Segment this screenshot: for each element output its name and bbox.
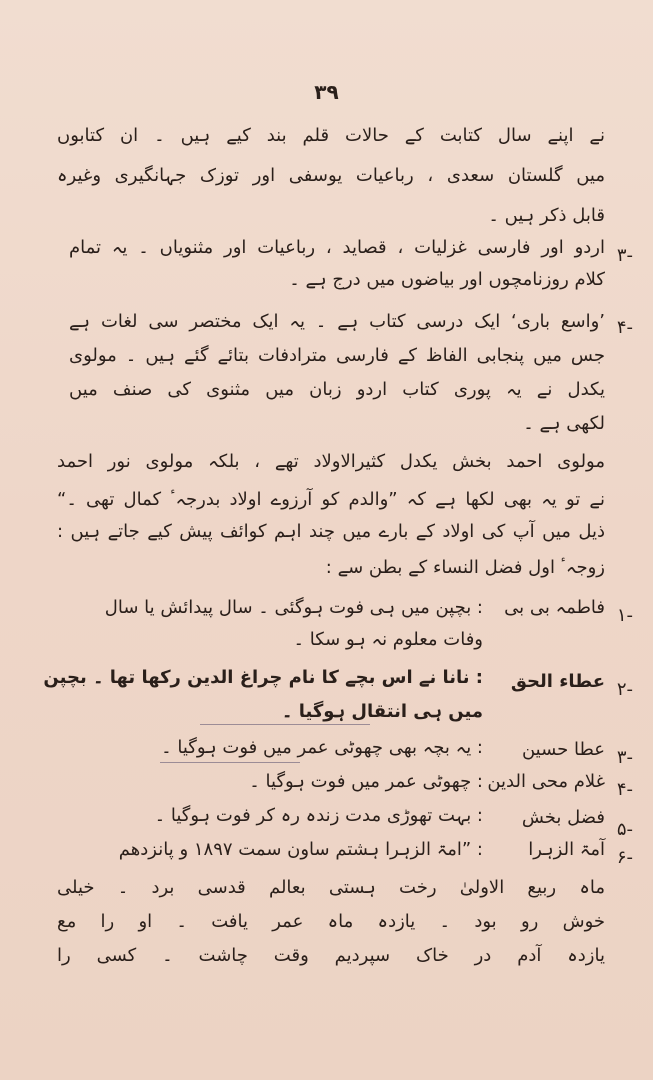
text-line: قابل ذکر ہیں ۔ (488, 205, 605, 226)
text-line: جس میں پنجابی الفاظ کے فارسی مترادفات بتائے گئے ہیں ۔ مولوی (69, 345, 605, 366)
entry-description-cont: ماہ ربیع الاولیٰ رخت ہستی بعالم قدسی برد ۔ خیلی (57, 877, 605, 898)
entry-description: : ”امۃ الزہرا ہشتم ساون سمت ۱۸۹۷ و پانزدھم (118, 839, 483, 860)
entry-description: : نانا نے اس بچے کا نام چراغ الدین رکھا تھا ۔ بچپن (43, 667, 483, 688)
entry-number: -۲ (616, 679, 633, 700)
text-line: ’واسع باری‘ ایک درسی کتاب ہے ۔ یہ ایک مختصر سی لغات ہے (69, 311, 605, 332)
entry-number: -۴ (616, 779, 633, 800)
entry-number: -۶ (616, 847, 633, 868)
entry-description: : یہ بچہ بھی چھوٹی عمر میں فوت ہوگیا ۔ (161, 737, 483, 758)
text-line: نے تو یہ بھی لکھا ہے کہ ”والدم کو آرزوے اولاد بدرجہٴ کمال تھی ۔“ (57, 489, 605, 510)
entry-name: فاطمہ بی بی (504, 597, 605, 618)
subheading: زوجہٴ اول فضل النساء کے بطن سے : (325, 557, 605, 578)
entry-number: -۱ (616, 605, 633, 626)
entry-description-cont: میں ہی انتقال ہوگیا ۔ (281, 701, 483, 722)
entry-description: : بہت تھوڑی مدت زندہ رہ کر فوت ہوگیا ۔ (154, 805, 483, 826)
entry-description: : بچپن میں ہی فوت ہوگئی ۔ سال پیدائش یا سال (104, 597, 483, 618)
text-line: لکھی ہے ۔ (523, 413, 605, 434)
entry-description-cont: وفات معلوم نہ ہو سکا ۔ (293, 629, 483, 650)
entry-name: عطاء الحق (510, 671, 605, 692)
entry-number: -۳ (616, 747, 633, 768)
entry-name: آمۃ الزہرا (528, 839, 605, 860)
text-line: میں گلستان سعدی ، رباعیات یوسفی اور توزک جہانگیری وغیرہ (57, 165, 605, 186)
text-line: کلام روزنامچوں اور بیاضوں میں درج ہے ۔ (289, 269, 605, 290)
text-line: یکدل نے یہ پوری کتاب اردو زبان میں مثنوی کی صنف میں (69, 379, 605, 400)
entry-description-cont: یازدہ آدم در خاک سپردیم وقت چاشت ۔ کسی را (57, 945, 605, 966)
entry-description-cont: خوش رو بود ۔ یازدہ ماہ عمر یافت ۔ او را مع (57, 911, 605, 932)
text-line: مولوی احمد بخش یکدل کثیرالاولاد تھے ، بلکہ مولوی نور احمد (57, 451, 605, 472)
text-line: نے اپنے سال کتابت کے حالات قلم بند کیے ہیں ۔ ان کتابوں (57, 125, 605, 146)
entry-name: غلام محی الدین (487, 771, 605, 792)
pencil-underline (200, 724, 370, 725)
text-line: ذیل میں آپ کی اولاد کے بارے میں چند اہم کوائف پیش کیے جاتے ہیں : (57, 521, 605, 542)
entry-number: -۵ (616, 819, 633, 840)
pencil-underline (160, 762, 300, 763)
entry-name: فضل بخش (521, 807, 605, 828)
item-number: -۳ (616, 245, 633, 266)
entry-description: : چھوٹی عمر میں فوت ہوگیا ۔ (249, 771, 483, 792)
text-line: اردو اور فارسی غزلیات ، قصاید ، رباعیات اور مثنویاں ۔ یہ تمام (69, 237, 605, 258)
entry-name: عطا حسین (521, 739, 605, 760)
page-number: ۳۹ (314, 80, 339, 104)
item-number: -۴ (616, 317, 633, 338)
